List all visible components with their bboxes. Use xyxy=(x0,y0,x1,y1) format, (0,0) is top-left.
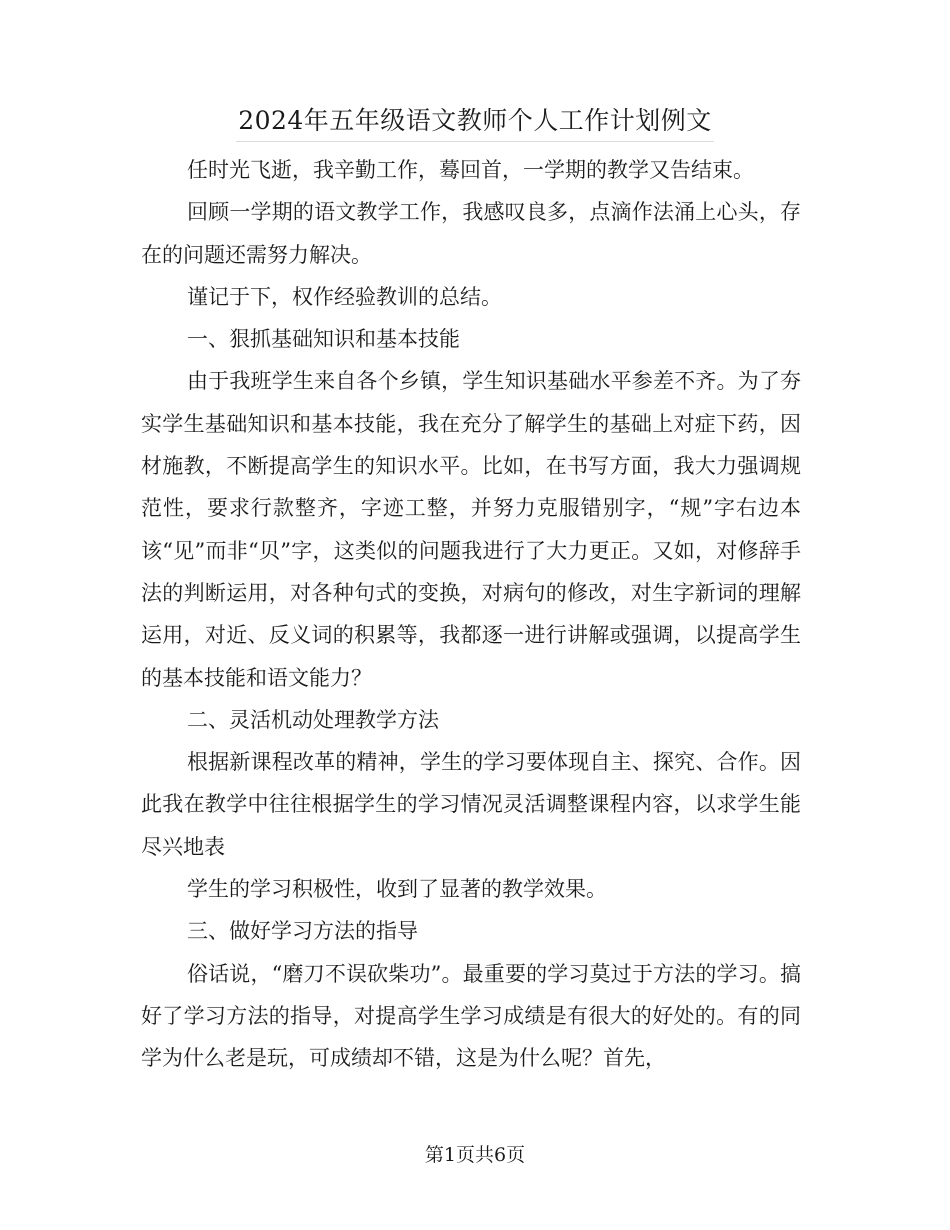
paragraph: 回顾一学期的语文教学工作，我感叹良多，点滴作法涌上心头，存在的问题还需努力解决。 xyxy=(141,200,801,267)
paragraph: 根据新课程改革的精神，学生的学习要体现自主、探究、合作。因此我在教学中往往根据学生的学习情况灵活调整课程内容，以求学生能尽兴地表 xyxy=(141,750,801,859)
section-heading: 一、狠抓基础知识和基本技能 xyxy=(187,327,460,352)
section-heading: 二、灵活机动处理教学方法 xyxy=(187,707,439,732)
title-text: 2024年五年级语文教师个人工作计划例文 xyxy=(236,101,714,142)
paragraph: 谨记于下，权作经验教训的总结。 xyxy=(187,284,502,309)
paragraph: 由于我班学生来自各个乡镇，学生知识基础水平参差不齐。为了夯实学生基础知识和基本技能，我在充分了解学生的基础上对症下药，因材施教，不断提高学生的知识水平。比如，在书写方面，我大力强调规范性，要求行款整齐，字迹工整，并努力克服错别字，“规”字右边本该“见”而非“贝”字，这类似的问题我进行了大力更正。又如，对修辞手法的判断运用，对各种句式的变换，对病句的修改，对生字新词的理解运用，对近、反义词的积累等，我都逐一进行讲解或强调，以提高学生的基本技能和语文能力？ xyxy=(141,369,801,690)
document-body xyxy=(141,149,801,1080)
section-heading: 三、做好学习方法的指导 xyxy=(187,919,418,944)
page-number-footer: 第1页共6页 xyxy=(424,1144,526,1166)
paragraph: 学生的学习积极性，收到了显著的教学效果。 xyxy=(187,877,607,902)
document-title xyxy=(0,101,950,142)
paragraph: 任时光飞逝，我辛勤工作，蓦回首，一学期的教学又告结束。 xyxy=(187,158,754,182)
paragraph: 俗话说，“磨刀不误砍柴功”。最重要的学习莫过于方法的学习。搞好了学习方法的指导，对提高学生学习成绩是有很大的好处的。有的同学为什么老是玩，可成绩却不错，这是为什么呢？首先， xyxy=(141,961,801,1071)
